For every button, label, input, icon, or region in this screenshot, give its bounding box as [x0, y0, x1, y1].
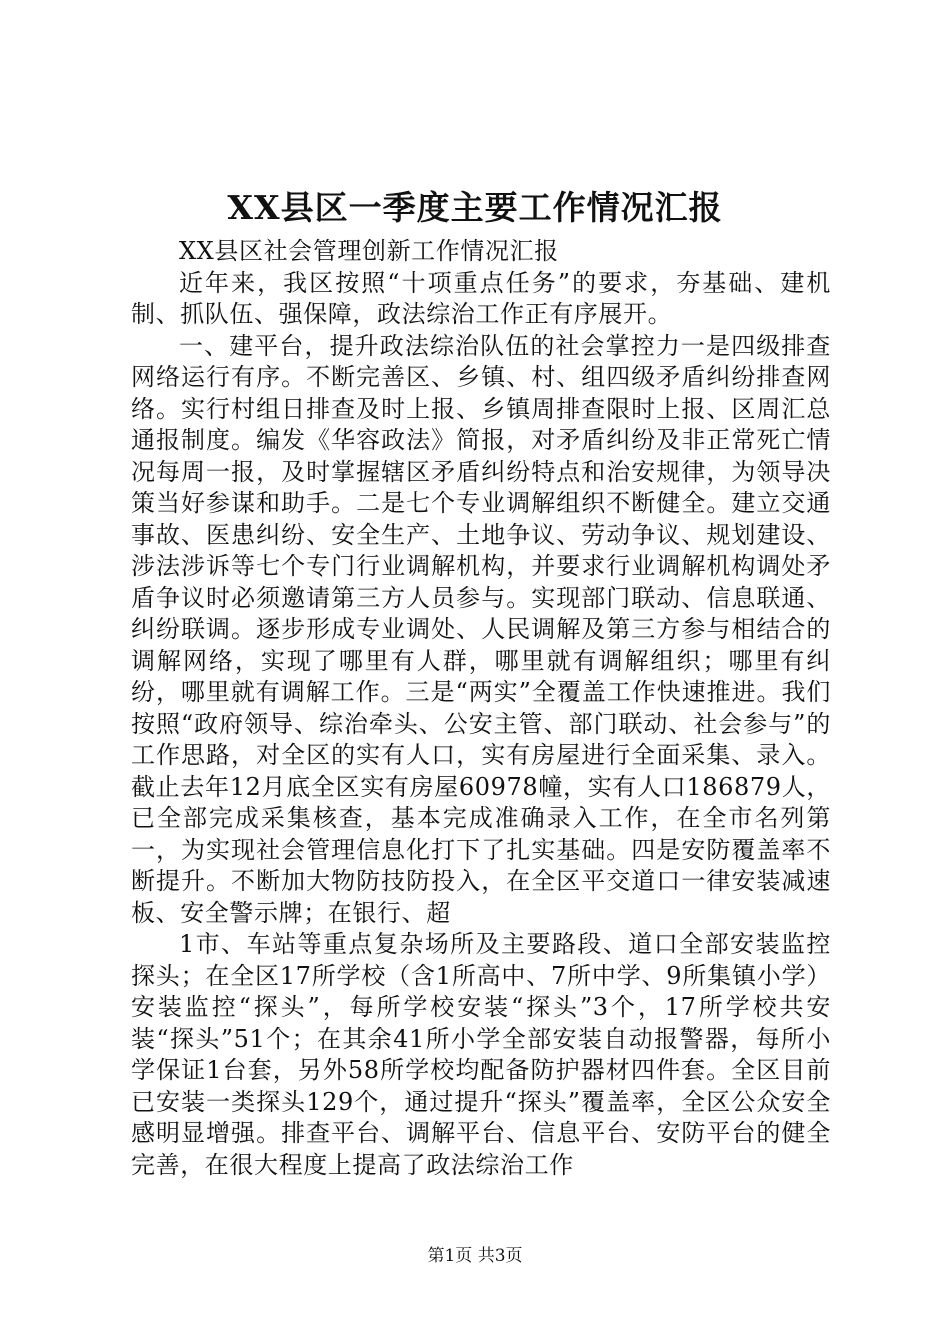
document-title: XX县区一季度主要工作情况汇报 [227, 188, 723, 227]
document-body [131, 236, 831, 1181]
paragraph-section-one: 一、建平台，提升政法综治队伍的社会掌控力一是四级排查网络运行有序。不断完善区、乡镇、村、组四级矛盾纠纷排查网络。实行村组日排查及时上报、乡镇周排查限时上报、区周汇总通报制度。编发《华容政法》简报，对矛盾纠纷及非正常死亡情况每周一报，及时掌握辖区矛盾纠纷特点和治安规律，为领导决策当好参谋和助手。二是七个专业调解组织不断健全。建立交通事故、医患纠纷、安全生产、土地争议、劳动争议、规划建设、涉法涉诉等七个专门行业调解机构，并要求行业调解机构调处矛盾争议时必须邀请第三方人员参与。实现部门联动、信息联通、纠纷联调。逐步形成专业调处、人民调解及第三方参与相结合的调解网络，实现了哪里有人群，哪里就有调解组织；哪里有纠纷，哪里就有调解工作。三是“两实”全覆盖工作快速推进。我们按照“政府领导、综治牵头、公安主管、部门联动、社会参与”的工作思路，对全区的实有人口，实有房屋进行全面采集、录入。截止去年12月底全区实有房屋60978幢，实有人口186879人，已全部完成采集核查，基本完成准确录入工作，在全市名列第一，为实现社会管理信息化打下了扎实基础。四是安防覆盖率不断提升。不断加大物防技防投入，在全区平交道口一律安装减速板、安全警示牌；在银行、超 [131, 331, 831, 927]
page-footer: 第1页 共3页 [427, 1246, 523, 1266]
paragraph-intro: 近年来，我区按照“十项重点任务”的要求，夯基础、建机制、抓队伍、强保障，政法综治工作正有序展开。 [131, 268, 831, 328]
paragraph-continuation: 1市、车站等重点复杂场所及主要路段、道口全部安装监控探头；在全区17所学校（含1所高中、7所中学、9所集镇小学）安装监控“探头”，每所学校安装“探头”3个，17所学校共安装“探头”51个；在其余41所小学全部安装自动报警器，每所小学保证1台套，另外58所学校均配备防护器材四件套。全区目前已安装一类探头129个，通过提升“探头”覆盖率，全区公众安全感明显增强。排查平台、调解平台、信息平台、安防平台的健全完善，在很大程度上提高了政法综治工作 [131, 930, 831, 1179]
paragraph-subtitle: XX县区社会管理创新工作情况汇报 [179, 237, 559, 265]
